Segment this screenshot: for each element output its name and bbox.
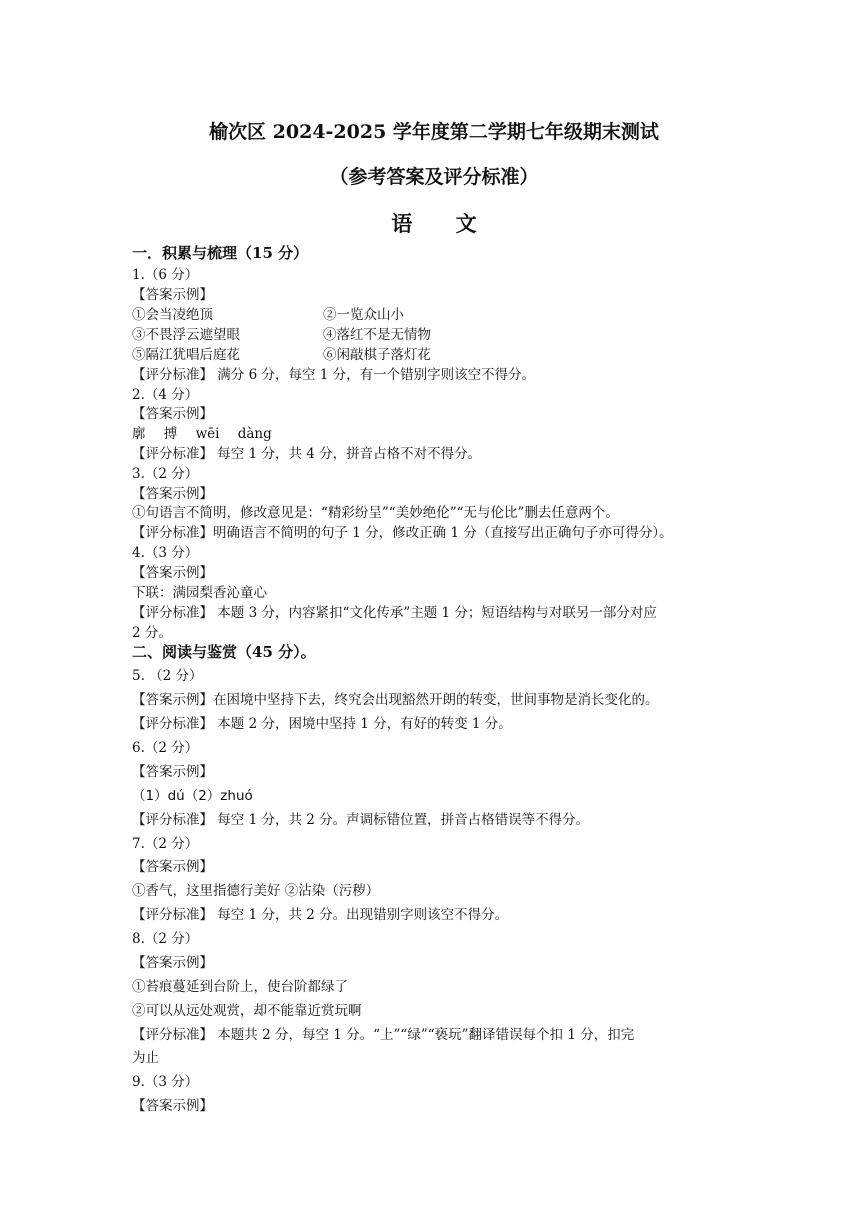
section-heading-2: 二、阅读与鉴赏（45 分）。 bbox=[132, 643, 316, 661]
scoring-standard: 【评分标准】 满分 6 分，每空 1 分，有一个错别字则该空不得分。 bbox=[132, 367, 536, 383]
answer-item: ②一览众山小 bbox=[323, 307, 404, 323]
question-9-label: 9.（3 分） bbox=[132, 1074, 199, 1090]
answer-item: ③不畏浮云遮望眼 bbox=[132, 327, 240, 343]
question-3-label: 3.（2 分） bbox=[132, 466, 199, 482]
question-6-label: 6.（2 分） bbox=[132, 740, 199, 756]
answer-text: ①句语言不简明，修改意见是：“精彩纷呈”“美妙绝伦”“无与伦比”删去任意两个。 bbox=[132, 505, 619, 521]
scoring-standard: 【评分标准】 每空 1 分，共 2 分。声调标错位置，拼音占格错误等不得分。 bbox=[132, 812, 590, 828]
answer-text: ①香气，这里指德行美好 ②沾染（污秽） bbox=[132, 883, 380, 899]
answer-example-label: 【答案示例】 bbox=[132, 764, 213, 780]
scoring-standard: 【评分标准】 每空 1 分，共 2 分。出现错别字则该空不得分。 bbox=[132, 907, 509, 923]
question-7-label: 7.（2 分） bbox=[132, 836, 199, 852]
question-8-label: 8.（2 分） bbox=[132, 931, 199, 947]
answer-item: ④落红不是无情物 bbox=[323, 327, 431, 343]
answer-item: ⑤隔江犹唱后庭花 bbox=[132, 347, 240, 363]
answer-item: ⑥闲敲棋子落灯花 bbox=[323, 347, 431, 363]
answer-text: 下联：满园梨香沁童心 bbox=[132, 585, 267, 601]
answer-example-label: 【答案示例】 bbox=[132, 406, 213, 422]
answer-example-label: 【答案示例】 bbox=[132, 565, 213, 581]
question-1-label: 1.（6 分） bbox=[132, 267, 199, 283]
answer-item: ①会当凌绝顶 bbox=[132, 307, 213, 323]
scoring-standard-continued: 2 分。 bbox=[132, 625, 172, 641]
scoring-standard: 【评分标准】 每空 1 分，共 4 分，拼音占格不对不得分。 bbox=[132, 446, 482, 462]
answer-example-label: 【答案示例】 bbox=[132, 486, 213, 502]
answer-text: ②可以从远处观赏，却不能靠近赏玩啊 bbox=[132, 1003, 362, 1019]
answer-example-label: 【答案示例】 bbox=[132, 859, 213, 875]
scoring-standard: 【评分标准】 本题 2 分，困境中坚持 1 分，有好的转变 1 分。 bbox=[132, 716, 512, 732]
document-title: 榆次区 2024-2025 学年度第二学期七年级期末测试 bbox=[209, 121, 659, 143]
document-subtitle: （参考答案及评分标准） bbox=[329, 166, 539, 188]
answer-example-label: 【答案示例】 bbox=[132, 1098, 213, 1114]
question-4-label: 4.（3 分） bbox=[132, 545, 199, 561]
answer-example-label: 【答案示例】 bbox=[132, 287, 213, 303]
scoring-standard-continued: 为止 bbox=[132, 1050, 159, 1066]
answer-text: ①苔痕蔓延到台阶上，使台阶都绿了 bbox=[132, 979, 348, 995]
question-2-label: 2.（4 分） bbox=[132, 387, 199, 403]
section-heading-1: 一．积累与梳理（15 分） bbox=[132, 244, 309, 262]
scoring-standard: 【评分标准】 本题共 2 分，每空 1 分。“上”“绿”“亵玩”翻译错误每个扣 1 分，扣完 bbox=[132, 1027, 635, 1043]
question-5-label: 5. （2 分） bbox=[132, 668, 203, 684]
scoring-standard: 【评分标准】 本题 3 分，内容紧扣“文化传承”主题 1 分；短语结构与对联另一部分对应 bbox=[132, 605, 657, 621]
answer-text: 廓 搏 wēi dàng bbox=[132, 426, 272, 442]
answer-text: （1）dú（2）zhuó bbox=[132, 788, 253, 804]
subject-title: 语 文 bbox=[391, 211, 495, 236]
scoring-standard: 【评分标准】明确语言不简明的句子 1 分，修改正确 1 分（直接写出正确句子亦可得分）。 bbox=[132, 525, 673, 541]
answer-text: 【答案示例】在困境中坚持下去，终究会出现豁然开朗的转变，世间事物是消长变化的。 bbox=[132, 692, 659, 708]
answer-example-label: 【答案示例】 bbox=[132, 955, 213, 971]
